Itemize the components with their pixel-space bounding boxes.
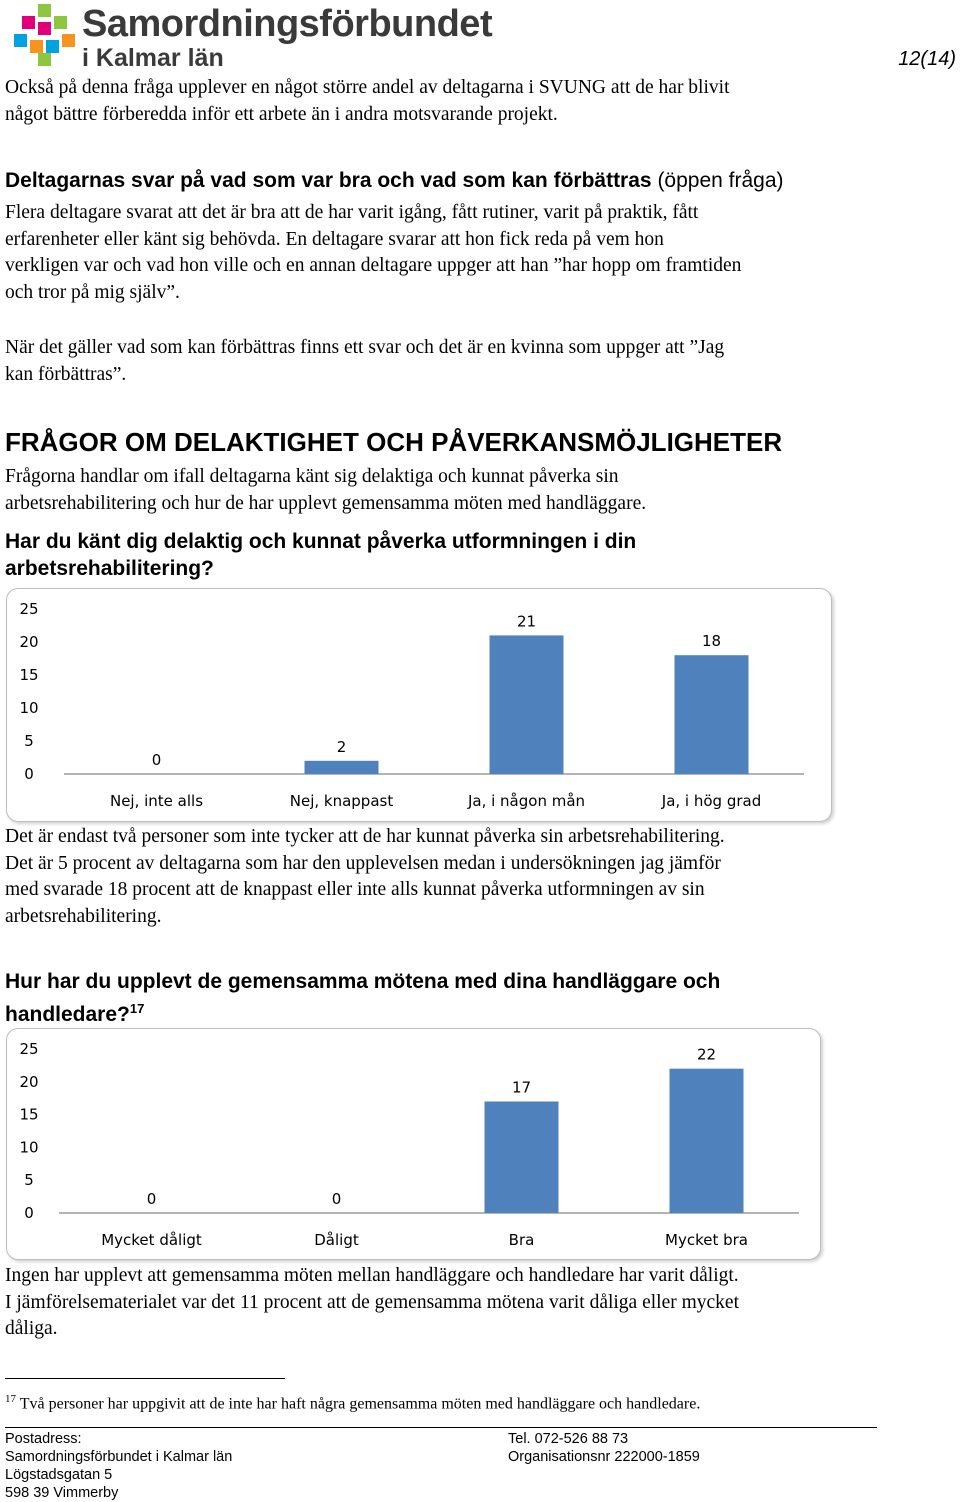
logo bbox=[14, 2, 493, 72]
chart-1-y-tick-label: 25 bbox=[19, 600, 39, 618]
chart-2-category-label: Mycket dåligt bbox=[101, 1231, 202, 1249]
question1-title-line: arbetsrehabilitering? bbox=[5, 556, 214, 580]
intro-line: Också på denna fråga upplever en något större andel av deltagarna i SVUNG att de har blivit bbox=[5, 77, 730, 98]
chart-1-data-label: 0 bbox=[151, 751, 162, 769]
chart-1-bar bbox=[305, 761, 379, 774]
answers-paragraph-1 bbox=[5, 200, 925, 306]
chart-2-y-tick-label: 20 bbox=[19, 1072, 39, 1091]
paragraph-line: I jämförelsematerialet var det 11 procent att de gemensamma mötena varit dåliga eller mycket bbox=[5, 1291, 740, 1313]
answers-paragraph-2 bbox=[5, 335, 925, 388]
page-number: 12(14) bbox=[898, 48, 956, 70]
chart-1-y-tick-label: 20 bbox=[19, 633, 39, 651]
question2-title bbox=[5, 969, 905, 1028]
answers-heading bbox=[5, 168, 945, 195]
chart-2-y-tick-label: 15 bbox=[19, 1105, 39, 1124]
chart-1-bar bbox=[675, 655, 749, 774]
chart-1-category-label: Ja, i hög grad bbox=[661, 792, 762, 810]
chart-2-bar bbox=[485, 1101, 559, 1213]
chart-1-y-tick-label: 0 bbox=[24, 765, 34, 783]
question2-title-line: Hur har du upplevt de gemensamma mötena med dina handläggare och bbox=[5, 970, 721, 993]
paragraph-line: arbetsrehabilitering. bbox=[5, 905, 162, 927]
chart-1-category-label: Ja, i någon mån bbox=[467, 792, 586, 810]
footer-orgnr: Organisationsnr 222000-1859 bbox=[508, 1449, 700, 1465]
question1-comment bbox=[5, 824, 935, 930]
section-title: FRÅGOR OM DELAKTIGHET OCH PÅVERKANSMÖJLIGHETER bbox=[5, 427, 783, 457]
footnote bbox=[5, 1388, 945, 1415]
chart-1-bar bbox=[490, 635, 564, 774]
paragraph-line: Flera deltagare svarat att det är bra att de har varit igång, fått rutiner, varit på praktik, fått bbox=[5, 202, 699, 223]
chart-1-data-label: 2 bbox=[336, 737, 347, 756]
chart-2-category-label: Mycket bra bbox=[665, 1231, 748, 1249]
chart-1-svg bbox=[7, 589, 831, 821]
question2-title-line bbox=[5, 996, 905, 1029]
footer-divider bbox=[5, 1427, 877, 1428]
footer-left bbox=[5, 1430, 232, 1502]
paragraph-line: Frågorna handlar om ifall deltagarna känt sig delaktiga och kunnat påverka sin bbox=[5, 466, 619, 487]
logo-region: i Kalmar län bbox=[82, 44, 224, 72]
paragraph-line: med svarade 18 procent att de knappast eller inte alls kunnat påverka utformningen av sin bbox=[5, 879, 705, 900]
footnote-text: Två personer har uppgivit att de inte har haft några gemensamma möten med handläggare och handledare. bbox=[19, 1395, 701, 1413]
chart-1-data-label: 21 bbox=[516, 612, 537, 631]
footnote-reference[interactable]: 17 bbox=[129, 1000, 145, 1016]
chart-1-data-label: 18 bbox=[701, 632, 722, 651]
paragraph-line: dåliga. bbox=[5, 1318, 58, 1339]
chart-2-data-label: 0 bbox=[331, 1190, 342, 1208]
chart-1-category-label: Nej, knappast bbox=[289, 792, 394, 810]
chart-2-y-tick-label: 0 bbox=[24, 1204, 34, 1222]
question1-title bbox=[5, 529, 905, 582]
section-intro bbox=[5, 464, 925, 517]
answers-heading-bold: Deltagarnas svar på vad som var bra och vad som kan förbättras bbox=[5, 169, 652, 192]
chart-2-y-tick-label: 10 bbox=[19, 1138, 39, 1157]
footnote-number: 17 bbox=[5, 1393, 16, 1405]
chart-2-category-label: Bra bbox=[508, 1231, 535, 1249]
chart-1-y-tick-label: 10 bbox=[19, 699, 39, 717]
chart-2 bbox=[6, 1028, 821, 1260]
chart-2-y-tick-label: 5 bbox=[24, 1171, 34, 1190]
logo-mark-icon bbox=[14, 4, 76, 66]
footer-right bbox=[508, 1430, 700, 1466]
paragraph-line: erfarenheter eller känt sig behövda. En deltagare svarar att hon fick reda på vem hon bbox=[5, 228, 664, 250]
paragraph-line: Det är endast två personer som inte tycker att de har kunnat påverka sin arbetsrehabilitering. bbox=[5, 826, 725, 847]
chart-2-category-label: Dåligt bbox=[314, 1231, 359, 1249]
question1-title-line: Har du känt dig delaktig och kunnat påverka utformningen i din bbox=[5, 530, 637, 553]
chart-1 bbox=[6, 588, 832, 822]
answers-heading-normal: (öppen fråga) bbox=[657, 169, 784, 192]
footer-phone: Tel. 072-526 88 73 bbox=[508, 1431, 629, 1447]
question2-title-text: handledare? bbox=[5, 1002, 130, 1026]
paragraph-line: kan förbättras”. bbox=[5, 363, 127, 385]
chart-2-bar bbox=[670, 1069, 744, 1213]
paragraph-line: verkligen var och vad hon ville och en annan deltagare uppger att han ”har hopp om framtiden bbox=[5, 255, 742, 276]
question2-comment bbox=[5, 1263, 935, 1343]
chart-2-data-label: 22 bbox=[696, 1045, 717, 1064]
footer-line: Samordningsförbundet i Kalmar län bbox=[5, 1449, 233, 1465]
logo-name: Samordningsförbundet bbox=[82, 3, 493, 45]
footer-line: 598 39 Vimmerby bbox=[5, 1485, 119, 1501]
footnote-divider bbox=[5, 1378, 285, 1379]
footer-line: Postadress: bbox=[5, 1431, 82, 1447]
chart-2-data-label: 0 bbox=[146, 1190, 157, 1208]
chart-2-svg bbox=[7, 1029, 820, 1259]
chart-1-category-label: Nej, inte alls bbox=[109, 792, 204, 810]
chart-2-data-label: 17 bbox=[511, 1078, 532, 1097]
paragraph-line: När det gäller vad som kan förbättras finns ett svar och det är en kvinna som uppger att ”Jag bbox=[5, 337, 725, 358]
footer-line: Lögstadsgatan 5 bbox=[5, 1467, 113, 1483]
chart-1-y-tick-label: 15 bbox=[19, 666, 39, 684]
paragraph-line: Ingen har upplevt att gemensamma möten mellan handläggare och handledare har varit dåligt. bbox=[5, 1265, 739, 1286]
paragraph-line: Det är 5 procent av deltagarna som har den upplevelsen medan i undersökningen jag jämför bbox=[5, 852, 721, 874]
intro-line: något bättre förberedda inför ett arbete än i andra motsvarande projekt. bbox=[5, 103, 558, 125]
chart-2-y-tick-label: 25 bbox=[19, 1040, 39, 1058]
paragraph-line: och tror på mig själv”. bbox=[5, 281, 180, 303]
paragraph-line: arbetsrehabilitering och hur de har upplevt gemensamma möten med handläggare. bbox=[5, 492, 647, 514]
chart-1-y-tick-label: 5 bbox=[24, 732, 34, 750]
intro-paragraph bbox=[5, 75, 885, 128]
